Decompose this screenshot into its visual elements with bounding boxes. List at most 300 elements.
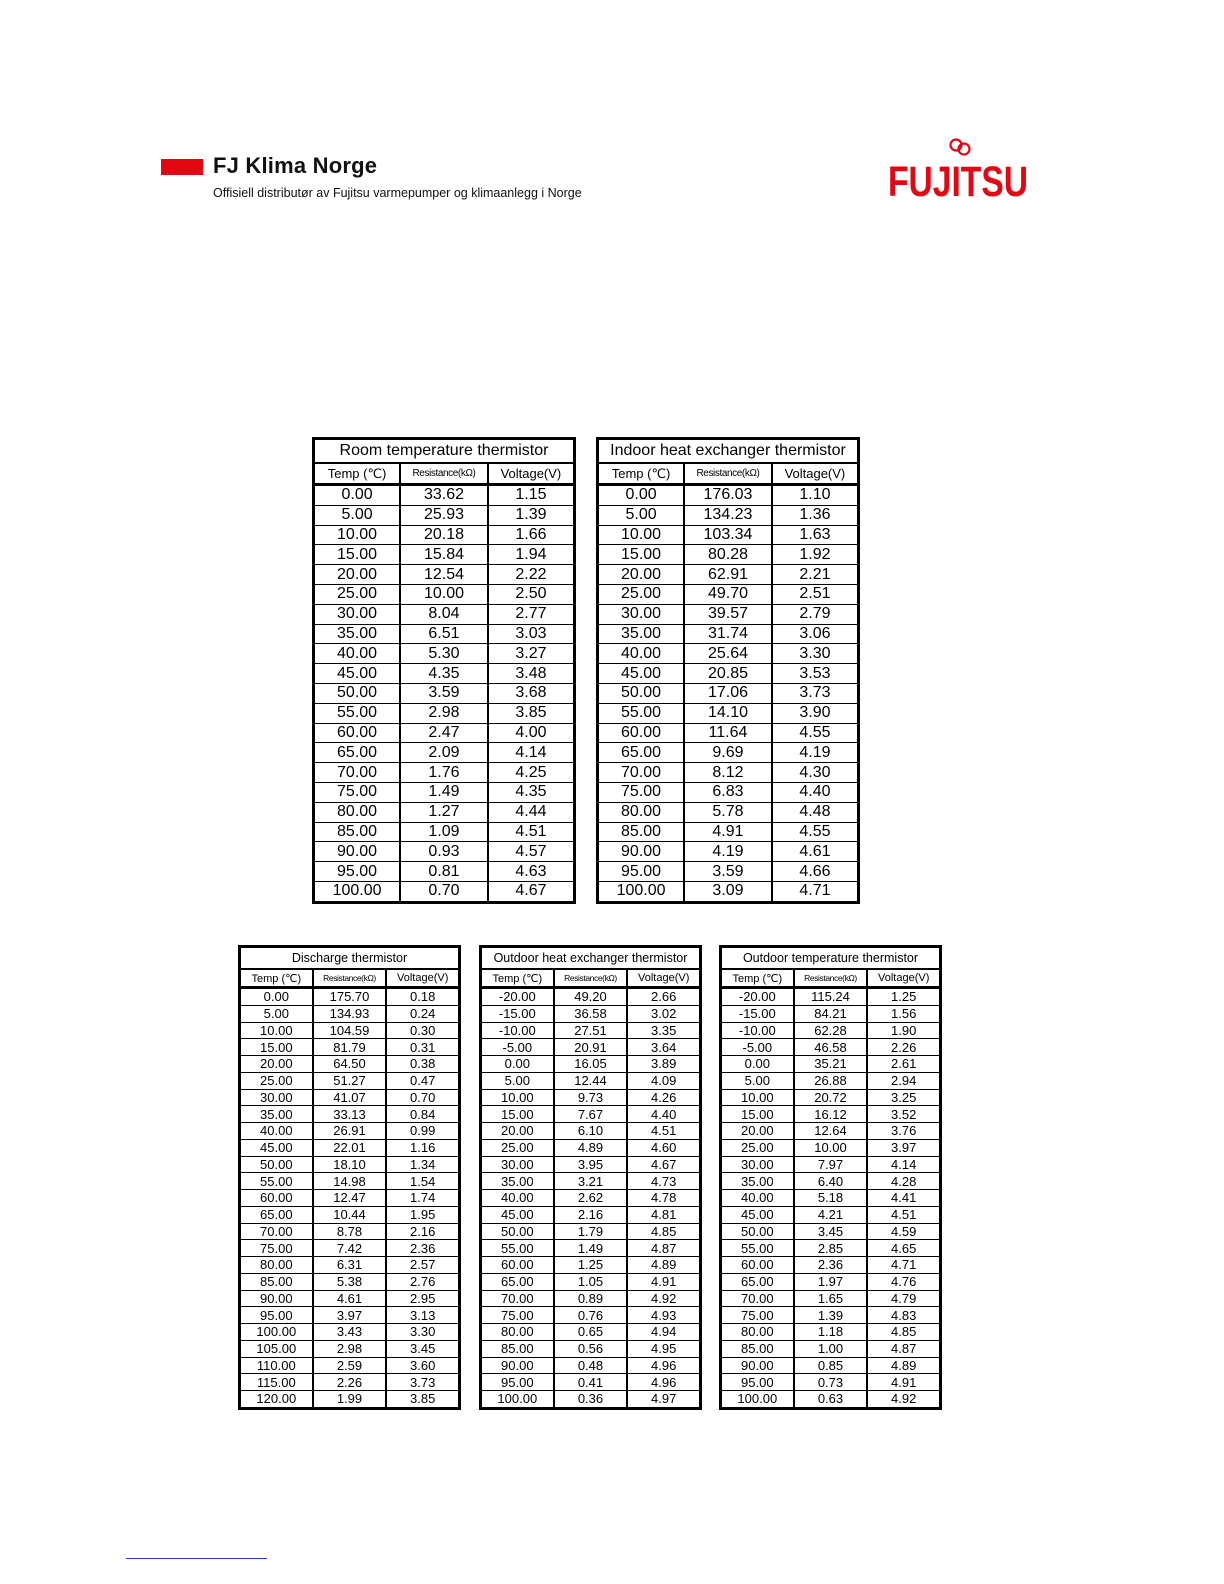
voltage-cell: 4.25 <box>488 763 573 783</box>
temp-cell: 100.00 <box>599 881 684 900</box>
col-temp: Temp (℃) <box>482 970 554 988</box>
voltage-cell: 3.03 <box>488 624 573 644</box>
voltage-cell: 1.15 <box>488 485 573 506</box>
voltage-cell: 1.92 <box>772 545 857 565</box>
table-row <box>599 525 857 545</box>
resistance-cell: 26.88 <box>794 1072 868 1089</box>
resistance-cell: 22.01 <box>313 1139 387 1156</box>
table-row <box>482 1324 699 1341</box>
temp-cell: 10.00 <box>315 525 400 545</box>
resistance-cell: 8.78 <box>313 1223 387 1240</box>
resistance-cell: 175.70 <box>313 988 387 1006</box>
temp-cell: 0.00 <box>625 486 657 504</box>
table-row <box>599 763 857 783</box>
voltage-cell: 4.14 <box>488 743 573 763</box>
table-title: Room temperature thermistor <box>315 440 573 464</box>
resistance-cell: 10.00 <box>400 584 488 604</box>
temp-cell: 25.00 <box>482 1139 554 1156</box>
resistance-cell: 10.00 <box>794 1139 868 1156</box>
temp-cell: 100.00 <box>315 881 400 900</box>
table-row <box>599 624 857 644</box>
table-row <box>241 1156 458 1173</box>
table-row <box>599 644 857 664</box>
voltage-cell: 2.79 <box>772 604 857 624</box>
table-row <box>599 743 857 763</box>
table-row <box>241 1324 458 1341</box>
table-row <box>722 1290 939 1307</box>
temp-cell: 30.00 <box>599 604 684 624</box>
table-row <box>482 1374 699 1391</box>
resistance-cell: 26.91 <box>313 1123 387 1140</box>
voltage-cell: 1.95 <box>386 1206 458 1223</box>
resistance-cell: 4.89 <box>554 1139 628 1156</box>
resistance-cell: 0.93 <box>400 842 488 862</box>
resistance-cell: 0.65 <box>554 1324 628 1341</box>
resistance-cell: 39.57 <box>684 604 772 624</box>
temp-cell: 30.00 <box>722 1156 794 1173</box>
resistance-cell: 0.48 <box>554 1357 628 1374</box>
resistance-cell: 3.09 <box>684 881 772 900</box>
voltage-cell: 3.90 <box>772 703 857 723</box>
temp-cell: 30.00 <box>315 604 400 624</box>
temp-cell: 5.00 <box>599 505 684 525</box>
resistance-cell: 6.83 <box>684 782 772 802</box>
voltage-cell: 3.53 <box>772 664 857 684</box>
voltage-cell: 4.66 <box>772 862 857 882</box>
col-voltage: Voltage(V) <box>627 970 699 988</box>
temp-cell: 60.00 <box>599 723 684 743</box>
col-resistance: Resistance(kΩ) <box>554 970 628 988</box>
voltage-cell: 2.95 <box>386 1290 458 1307</box>
temp-cell: 55.00 <box>241 1173 313 1190</box>
voltage-cell: 2.77 <box>488 604 573 624</box>
table-row <box>315 664 573 684</box>
temp-cell: 35.00 <box>482 1173 554 1190</box>
temp-cell: 10.00 <box>722 1089 794 1106</box>
temp-cell: 40.00 <box>482 1190 554 1207</box>
voltage-cell: 4.92 <box>627 1290 699 1307</box>
temp-cell: 70.00 <box>315 763 400 783</box>
temp-cell: 90.00 <box>599 842 684 862</box>
voltage-cell: 1.36 <box>772 505 857 525</box>
table-row <box>241 1257 458 1274</box>
temp-cell: 40.00 <box>315 644 400 664</box>
resistance-cell: 36.58 <box>554 1005 628 1022</box>
voltage-cell: 2.66 <box>627 988 699 1006</box>
resistance-cell: 6.40 <box>794 1173 868 1190</box>
voltage-cell: 3.68 <box>488 683 573 703</box>
voltage-cell: 1.63 <box>772 525 857 545</box>
resistance-cell: 6.31 <box>313 1257 387 1274</box>
voltage-cell: 4.92 <box>867 1391 939 1407</box>
temp-cell: -5.00 <box>722 1039 794 1056</box>
voltage-cell: 2.16 <box>386 1223 458 1240</box>
table-row <box>315 862 573 882</box>
resistance-cell: 134.23 <box>684 505 772 525</box>
resistance-cell: 16.12 <box>794 1106 868 1123</box>
temp-cell: 30.00 <box>482 1156 554 1173</box>
temp-cell: 110.00 <box>241 1357 313 1374</box>
table-row <box>722 1223 939 1240</box>
resistance-cell: 35.21 <box>794 1056 868 1073</box>
voltage-cell: 4.55 <box>772 723 857 743</box>
table-row <box>241 1357 458 1374</box>
resistance-cell: 0.81 <box>400 862 488 882</box>
temp-cell: 65.00 <box>482 1273 554 1290</box>
resistance-cell: 2.98 <box>400 703 488 723</box>
resistance-cell: 10.44 <box>313 1206 387 1223</box>
col-voltage: Voltage(V) <box>772 464 857 485</box>
temp-cell: 25.00 <box>599 584 684 604</box>
table-row <box>722 1039 939 1056</box>
col-voltage: Voltage(V) <box>386 970 458 988</box>
table-row <box>722 1357 939 1374</box>
table-row <box>722 1240 939 1257</box>
temp-cell: 90.00 <box>722 1357 794 1374</box>
voltage-cell: 0.30 <box>386 1022 458 1039</box>
resistance-cell: 0.56 <box>554 1340 628 1357</box>
temp-cell: 60.00 <box>482 1257 554 1274</box>
resistance-cell: 20.18 <box>400 525 488 545</box>
table-row <box>482 1089 699 1106</box>
voltage-cell: 4.67 <box>627 1156 699 1173</box>
resistance-cell: 9.69 <box>684 743 772 763</box>
temp-cell: 65.00 <box>241 1206 313 1223</box>
footer-link-underline[interactable] <box>126 1558 267 1559</box>
temp-cell: 25.00 <box>241 1072 313 1089</box>
temp-cell: 95.00 <box>241 1307 313 1324</box>
temp-cell: 25.00 <box>722 1139 794 1156</box>
resistance-cell: 1.79 <box>554 1223 628 1240</box>
table-row <box>482 1257 699 1274</box>
table-row <box>241 1340 458 1357</box>
temp-cell: 55.00 <box>599 703 684 723</box>
voltage-cell: 4.76 <box>867 1273 939 1290</box>
resistance-cell: 62.91 <box>684 565 772 585</box>
voltage-cell: 4.93 <box>627 1307 699 1324</box>
voltage-cell: 0.24 <box>386 1005 458 1022</box>
table-row <box>241 1173 458 1190</box>
voltage-cell: 2.26 <box>867 1039 939 1056</box>
temp-cell: 55.00 <box>315 703 400 723</box>
table-row <box>722 1156 939 1173</box>
table-row <box>482 1290 699 1307</box>
resistance-cell: 2.59 <box>313 1357 387 1374</box>
temp-cell: 35.00 <box>722 1173 794 1190</box>
col-resistance: Resistance(kΩ) <box>684 464 772 485</box>
voltage-cell: 4.48 <box>772 802 857 822</box>
table-row <box>241 1240 458 1257</box>
resistance-cell: 49.70 <box>684 584 772 604</box>
table-row <box>599 862 857 882</box>
resistance-cell: 5.18 <box>794 1190 868 1207</box>
temp-cell: 75.00 <box>482 1307 554 1324</box>
resistance-cell: 3.59 <box>684 862 772 882</box>
resistance-cell: 12.47 <box>313 1190 387 1207</box>
temp-cell: 15.00 <box>241 1039 313 1056</box>
voltage-cell: 4.40 <box>627 1106 699 1123</box>
voltage-cell: 0.18 <box>386 988 458 1006</box>
voltage-cell: 4.00 <box>488 723 573 743</box>
resistance-cell: 51.27 <box>313 1072 387 1089</box>
table-row <box>315 842 573 862</box>
temp-cell: 70.00 <box>482 1290 554 1307</box>
temp-cell: -10.00 <box>722 1022 794 1039</box>
temp-cell: 10.00 <box>241 1022 313 1039</box>
col-temp: Temp (℃) <box>315 464 400 485</box>
table-row <box>482 1273 699 1290</box>
table-row <box>241 1190 458 1207</box>
temp-cell: 75.00 <box>241 1240 313 1257</box>
resistance-cell: 134.93 <box>313 1005 387 1022</box>
resistance-cell: 6.10 <box>554 1123 628 1140</box>
resistance-cell: 1.65 <box>794 1290 868 1307</box>
temp-cell: -20.00 <box>738 989 776 1005</box>
temp-cell: 50.00 <box>599 683 684 703</box>
voltage-cell: 3.64 <box>627 1039 699 1056</box>
temp-cell: 85.00 <box>599 822 684 842</box>
table-row <box>241 1089 458 1106</box>
resistance-cell: 1.27 <box>400 802 488 822</box>
resistance-cell: 0.85 <box>794 1357 868 1374</box>
temp-cell: -15.00 <box>722 1005 794 1022</box>
discharge-thermistor-table <box>238 945 461 1410</box>
temp-cell: 15.00 <box>482 1106 554 1123</box>
voltage-cell: 4.87 <box>867 1340 939 1357</box>
resistance-cell: 12.64 <box>794 1123 868 1140</box>
resistance-cell: 2.16 <box>554 1206 628 1223</box>
table-row <box>315 881 573 900</box>
table-row <box>722 1340 939 1357</box>
voltage-cell: 4.61 <box>772 842 857 862</box>
temp-cell: 15.00 <box>315 545 400 565</box>
resistance-cell: 3.43 <box>313 1324 387 1341</box>
voltage-cell: 2.51 <box>772 584 857 604</box>
voltage-cell: 2.50 <box>488 584 573 604</box>
table-title: Outdoor heat exchanger thermistor <box>482 948 699 970</box>
resistance-cell: 0.73 <box>794 1374 868 1391</box>
voltage-cell: 4.94 <box>627 1324 699 1341</box>
temp-cell: -5.00 <box>482 1039 554 1056</box>
table-row <box>315 565 573 585</box>
voltage-cell: 1.10 <box>772 485 857 506</box>
temp-cell: 90.00 <box>241 1290 313 1307</box>
table-row <box>482 1190 699 1207</box>
table-row <box>315 723 573 743</box>
resistance-cell: 1.05 <box>554 1273 628 1290</box>
col-resistance: Resistance(kΩ) <box>400 464 488 485</box>
voltage-cell: 4.30 <box>772 763 857 783</box>
voltage-cell: 4.63 <box>488 862 573 882</box>
table-row <box>241 1206 458 1223</box>
fujitsu-logo <box>888 136 1030 215</box>
voltage-cell: 4.89 <box>627 1257 699 1274</box>
temp-cell: 60.00 <box>241 1190 313 1207</box>
temp-cell: 75.00 <box>722 1307 794 1324</box>
temp-cell: 65.00 <box>722 1273 794 1290</box>
table-row <box>315 584 573 604</box>
table-row <box>315 763 573 783</box>
voltage-cell: 4.44 <box>488 802 573 822</box>
voltage-cell: 4.96 <box>627 1374 699 1391</box>
resistance-cell: 20.91 <box>554 1039 628 1056</box>
temp-cell: 20.00 <box>482 1123 554 1140</box>
voltage-cell: 3.45 <box>386 1340 458 1357</box>
voltage-cell: 4.35 <box>488 782 573 802</box>
resistance-cell: 12.44 <box>554 1072 628 1089</box>
table-row <box>482 988 699 1006</box>
table-row <box>722 1257 939 1274</box>
voltage-cell: 0.99 <box>386 1123 458 1140</box>
voltage-cell: 3.73 <box>772 683 857 703</box>
temp-cell: 45.00 <box>482 1206 554 1223</box>
temp-cell: 95.00 <box>599 862 684 882</box>
voltage-cell: 4.57 <box>488 842 573 862</box>
resistance-cell: 1.09 <box>400 822 488 842</box>
table-title: Indoor heat exchanger thermistor <box>599 440 857 464</box>
resistance-cell: 2.62 <box>554 1190 628 1207</box>
voltage-cell: 3.27 <box>488 644 573 664</box>
temp-cell: 20.00 <box>722 1123 794 1140</box>
table-row <box>315 604 573 624</box>
voltage-cell: 3.35 <box>627 1022 699 1039</box>
temp-cell: 5.00 <box>241 1005 313 1022</box>
temp-cell: 50.00 <box>315 683 400 703</box>
table-row <box>482 1307 699 1324</box>
table-row <box>241 1391 458 1407</box>
temp-cell: 85.00 <box>482 1340 554 1357</box>
voltage-cell: 4.78 <box>627 1190 699 1207</box>
table-row <box>315 703 573 723</box>
temp-cell: 55.00 <box>482 1240 554 1257</box>
voltage-cell: 3.60 <box>386 1357 458 1374</box>
indoor-heat-exchanger-table <box>596 437 860 904</box>
voltage-cell: 1.54 <box>386 1173 458 1190</box>
voltage-cell: 4.55 <box>772 822 857 842</box>
resistance-cell: 18.10 <box>313 1156 387 1173</box>
resistance-cell: 14.98 <box>313 1173 387 1190</box>
voltage-cell: 4.51 <box>488 822 573 842</box>
table-row <box>482 1072 699 1089</box>
table-row <box>722 1123 939 1140</box>
voltage-cell: 4.26 <box>627 1089 699 1106</box>
temp-cell: 85.00 <box>241 1273 313 1290</box>
temp-cell: 60.00 <box>722 1257 794 1274</box>
table-row <box>599 822 857 842</box>
table-row <box>722 1206 939 1223</box>
voltage-cell: 1.90 <box>867 1022 939 1039</box>
resistance-cell: 1.97 <box>794 1273 868 1290</box>
table-row <box>722 1022 939 1039</box>
voltage-cell: 4.91 <box>867 1374 939 1391</box>
temp-cell: 100.00 <box>482 1391 554 1407</box>
voltage-cell: 3.73 <box>386 1374 458 1391</box>
table-row <box>241 1106 458 1123</box>
voltage-cell: 4.79 <box>867 1290 939 1307</box>
table-row <box>722 1273 939 1290</box>
voltage-cell: 3.85 <box>488 703 573 723</box>
table-row <box>482 1106 699 1123</box>
resistance-cell: 20.85 <box>684 664 772 684</box>
temp-cell: 70.00 <box>599 763 684 783</box>
resistance-cell: 0.63 <box>794 1391 868 1407</box>
temp-cell: -20.00 <box>498 989 536 1005</box>
temp-cell: 95.00 <box>722 1374 794 1391</box>
voltage-cell: 4.14 <box>867 1156 939 1173</box>
temp-cell: 85.00 <box>315 822 400 842</box>
resistance-cell: 6.51 <box>400 624 488 644</box>
voltage-cell: 4.19 <box>772 743 857 763</box>
voltage-cell: 1.66 <box>488 525 573 545</box>
voltage-cell: 4.95 <box>627 1340 699 1357</box>
resistance-cell: 1.18 <box>794 1324 868 1341</box>
table-row <box>241 1022 458 1039</box>
table-row <box>241 1374 458 1391</box>
svg-text:FUJITSU: FUJITSU <box>888 158 1028 206</box>
voltage-cell: 4.40 <box>772 782 857 802</box>
resistance-cell: 1.49 <box>554 1240 628 1257</box>
voltage-cell: 3.48 <box>488 664 573 684</box>
resistance-cell: 104.59 <box>313 1022 387 1039</box>
resistance-cell: 81.79 <box>313 1039 387 1056</box>
resistance-cell: 16.05 <box>554 1056 628 1073</box>
voltage-cell: 3.06 <box>772 624 857 644</box>
table-row <box>599 723 857 743</box>
voltage-cell: 3.13 <box>386 1307 458 1324</box>
resistance-cell: 25.64 <box>684 644 772 664</box>
temp-cell: 65.00 <box>599 743 684 763</box>
resistance-cell: 2.26 <box>313 1374 387 1391</box>
temp-cell: 65.00 <box>315 743 400 763</box>
company-name: FJ Klima Norge <box>213 153 378 178</box>
temp-cell: 40.00 <box>722 1190 794 1207</box>
table-row <box>482 1357 699 1374</box>
voltage-cell: 2.76 <box>386 1273 458 1290</box>
voltage-cell: 4.96 <box>627 1357 699 1374</box>
resistance-cell: 33.13 <box>313 1106 387 1123</box>
table-row <box>599 565 857 585</box>
temp-cell: 45.00 <box>241 1139 313 1156</box>
table-row <box>241 988 458 1006</box>
table-row <box>482 1005 699 1022</box>
table-row <box>722 1173 939 1190</box>
voltage-cell: 3.02 <box>627 1005 699 1022</box>
table-row <box>241 1307 458 1324</box>
voltage-cell: 3.52 <box>867 1106 939 1123</box>
table-row <box>482 1240 699 1257</box>
temp-cell: 45.00 <box>599 664 684 684</box>
resistance-cell: 4.35 <box>400 664 488 684</box>
outdoor-heat-exchanger-table <box>479 945 702 1410</box>
resistance-cell: 0.70 <box>400 881 488 900</box>
temp-cell: 20.00 <box>241 1056 313 1073</box>
temp-cell: 85.00 <box>722 1340 794 1357</box>
voltage-cell: 0.70 <box>386 1089 458 1106</box>
voltage-cell: 4.09 <box>627 1072 699 1089</box>
resistance-cell: 3.97 <box>313 1307 387 1324</box>
room-temperature-table <box>312 437 576 904</box>
voltage-cell: 4.59 <box>867 1223 939 1240</box>
resistance-cell: 2.47 <box>400 723 488 743</box>
voltage-cell: 2.36 <box>386 1240 458 1257</box>
table-row <box>315 802 573 822</box>
temp-cell: 50.00 <box>482 1223 554 1240</box>
col-temp: Temp (℃) <box>241 970 313 988</box>
resistance-cell: 1.25 <box>554 1257 628 1274</box>
table-row <box>482 1173 699 1190</box>
voltage-cell: 1.94 <box>488 545 573 565</box>
resistance-cell: 5.78 <box>684 802 772 822</box>
